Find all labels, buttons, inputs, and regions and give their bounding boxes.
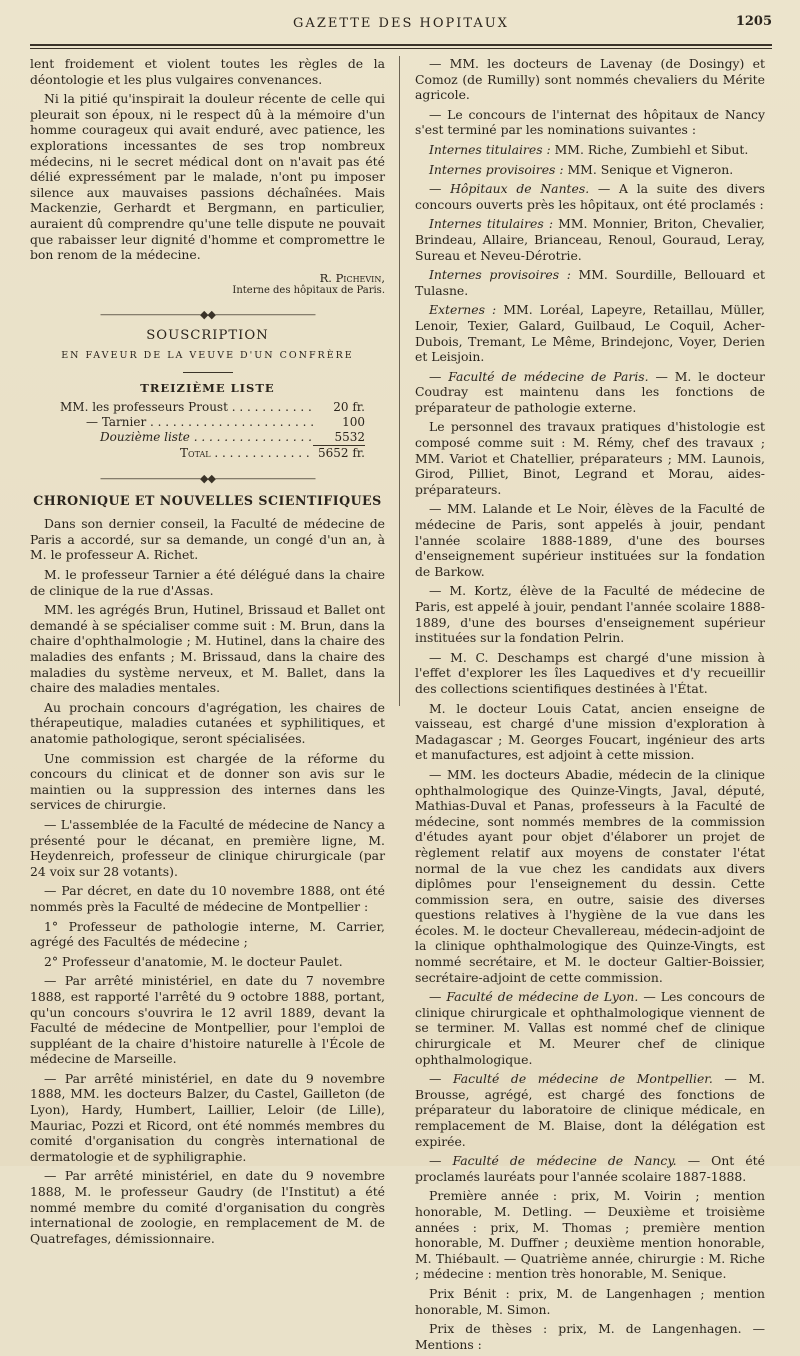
paragraph: — Faculté de médecine de Lyon. — Les concours de clinique chirurgicale et ophthalmologique viennent de se terminer. M. Vallas est nommé chef de clinique chirurgicale et M. Meurer chef de clinique ophthalmologique. (415, 989, 765, 1067)
paragraph: — M. Kortz, élève de la Faculté de médecine de Paris, est appelé à jouir, pendant l'année scolaire 1888-1889, d'une des bourses d'enseignement supérieur instituées sur la fondation Pelrin. (415, 583, 765, 646)
paragraph: — Faculté de médecine de Nancy. — Ont été proclamés lauréats pour l'année scolaire 1887-1888. (415, 1153, 765, 1184)
paragraph: Prix Bénit : prix, M. de Langenhagen ; mention honorable, M. Simon. (415, 1285, 765, 1317)
text: — M. le docteur Coudray est maintenu dans les fonctions de préparateur de pathologie externe. (415, 368, 765, 415)
text: MM. Loréal, Lapeyre, Retaillau, Müller, Lenoir, Texier, Galard, Guilbaud, Le Coquil, Acher-Dubois, Tremant, Le Même, Brindejonc, Voyer, Derien et Leisjoin. (415, 302, 765, 365)
label: Faculté de médecine de Paris. (448, 368, 649, 384)
paragraph: Première année : prix, M. Voirin ; mention honorable, M. Detling. — Deuxième et troisième années : prix, M. Thomas ; première mention honorable, M. Duffner ; deuxième mention honorable, M. Thiébault. — Quatrième année, chirurgie : M. Riche ; médecine : mention très honorable, M. Senique. (415, 1188, 765, 1282)
subscription-row (60, 430, 365, 445)
text: — Les concours de clinique chirurgicale et ophthalmologique viennent de se terminer. M. Vallas est nommé chef de clinique chirurgicale et M. Meurer chef de clinique ophthalmologique. (415, 989, 765, 1067)
right-column (415, 56, 765, 1356)
signature: R. Pichevin, (319, 270, 385, 285)
left-column (30, 56, 385, 1250)
paragraph: Une commission est chargée de la réforme du concours du clinicat et de donner son avis sur le maintien ou la suppression des internes dans les services de chirurgie. (30, 750, 385, 813)
ornamental-rule: ——————————◆◆—————————— (100, 307, 315, 321)
paragraph: — MM. les docteurs de Lavenay (de Dosingy) et Comoz (de Rumilly) sont nommés chevaliers du Mérite agricole. (415, 56, 765, 103)
label: Faculté de médecine de Nancy. (452, 1153, 677, 1169)
paragraph: Le personnel des travaux pratiques d'histologie est composé comme suit : M. Rémy, chef des travaux ; MM. Variot et Chatellier, préparateurs ; MM. Launois, Girod, Pilliet, Binot, Legrand et Morau, aides-préparateurs. (415, 419, 765, 497)
short-rule (183, 372, 233, 373)
paragraph: Au prochain concours d'agrégation, les chaires de thérapeutique, maladies cutanées et syphilitiques, et anatomie pathologique, seront spécialisées. (30, 699, 385, 746)
paragraph: M. le professeur Tarnier a été délégué dans la chaire de clinique de la rue d'Assas. (30, 567, 385, 598)
paragraph: — Hôpitaux de Nantes. — A la suite des divers concours ouverts près les hôpitaux, ont été proclamés : (415, 181, 765, 212)
text: MM. Sourdille, Bellouard et Tulasne. (415, 267, 765, 298)
paragraph: — Par arrêté ministériel, en date du 9 novembre 1888, M. le professeur Gaudry (de l'Institut) a été nommé membre du comité d'organisation du congrès international de zoologie, en remplacement de M. de Quatrefages, démissionnaire. (30, 1168, 385, 1246)
paragraph: — L'assemblée de la Faculté de médecine de Nancy a présenté pour le décanat, en première ligne, M. Heydenreich, professeur de clinique chirurgicale (par 24 voix sur 28 votants). (30, 816, 385, 879)
subscription-row (60, 415, 365, 430)
paragraph: — MM. les docteurs Abadie, médecin de la clinique ophthalmologique des Quinze-Vingts, Javal, député, Mathias-Duval et Panas, professeurs à la Faculté de médecine, sont nommés membres de la commission d'études ayant pour objet d'élaborer un projet de règlement relatif aux moyens de constater l'état normal de la vue chez les candidats aux divers diplômes pour l'enseignement du dessin. Cette commission sera, en outre, saisie des diverses questions relatives à l'hygiène de la vue dans les écoles. M. le docteur Chevallereau, médecin-adjoint de la clinique ophthalmologique des Quinze-Vingts, est nommé secrétaire, et M. le docteur Galtier-Boissier, secrétaire-adjoint de cette commission. (415, 766, 765, 985)
section-subtitle: EN FAVEUR DE LA VEUVE D'UN CONFRÈRE (61, 349, 354, 361)
paragraph: lent froidement et violent toutes les règles de la déontologie et les plus vulgaires convenances. (30, 56, 385, 87)
total-amount: 5652 fr. (317, 446, 365, 461)
paragraph: Prix de thèses : prix, M. de Langenhagen. — Mentions : (415, 1321, 765, 1352)
page-header (30, 14, 772, 40)
running-title: GAZETTE DES HOPITAUX (293, 16, 509, 31)
label: Faculté de médecine de Lyon. (446, 989, 639, 1005)
column-divider (399, 56, 400, 706)
list-title: TREIZIÈME LISTE (140, 380, 275, 395)
text: — M. Brousse, agrégé, est chargé des fonctions de préparateur du laboratoire de clinique médicale, en remplacement de M. Blaise, dont la délégation est expirée. (415, 1071, 765, 1149)
paragraph: — Par arrêté ministériel, en date du 9 novembre 1888, MM. les docteurs Balzer, du Castel, Gailleton (de Lyon), Hardy, Humbert, Laillier, Leloir (de Lille), Mauriac, Pozzi et Ricord, ont été nommés membres du comité d'organisation du congrès international de dermatologie et de syphiligraphie. (30, 1070, 385, 1164)
subscription-list (30, 400, 385, 461)
paragraph: — Faculté de médecine de Montpellier. — M. Brousse, agrégé, est chargé des fonctions de préparateur du laboratoire de clinique médicale, en remplacement de M. Blaise, dont la délégation est expirée. (415, 1071, 765, 1149)
label: Internes titulaires : (429, 141, 551, 157)
text: — A la suite des divers concours ouverts près les hôpitaux, ont été proclamés : (415, 181, 765, 212)
paragraph (415, 142, 765, 158)
subscription-total-row (60, 446, 365, 461)
label: Hôpitaux de Nantes. (450, 181, 590, 197)
subscription-label: — Tarnier . . . (60, 415, 313, 430)
paragraph: 1° Professeur de pathologie interne, M. Carrier, agrégé des Facultés de médecine ; (30, 918, 385, 950)
subscription-label: Douzième liste . . . (60, 430, 313, 445)
label: Faculté de médecine de Montpellier. (452, 1071, 713, 1087)
text: — Ont été proclamés lauréats pour l'année scolaire 1887-1888. (415, 1153, 765, 1184)
paragraph (415, 216, 765, 263)
text: MM. Senique et Vigneron. (563, 161, 734, 177)
text: MM. Riche, Zumbiehl et Sibut. (550, 141, 749, 157)
header-rule (30, 44, 772, 46)
signature-title: Interne des hôpitaux de Paris. (232, 284, 385, 296)
paragraph: 2° Professeur d'anatomie, M. le docteur Paulet. (44, 953, 343, 969)
paragraph: — Faculté de médecine de Paris. — M. le docteur Coudray est maintenu dans les fonctions de préparateur de pathologie externe. (415, 368, 765, 415)
paragraph: — Par arrêté ministériel, en date du 7 novembre 1888, est rapporté l'arrêté du 9 octobre 1888, portant, qu'un concours s'ouvrira le 12 avril 1889, devant la Faculté de médecine de Montpellier, pour l'emploi de suppléant de la chaire d'histoire naturelle à l'École de médecine de Marseille. (30, 973, 385, 1067)
subscription-label: MM. les professeurs Proust . . . (60, 400, 313, 415)
label: Internes provisoires : (429, 161, 564, 177)
paragraph: — Le concours de l'internat des hôpitaux de Nancy s'est terminé par les nominations suivantes : (415, 106, 765, 138)
paragraph: — MM. Lalande et Le Noir, élèves de la Faculté de médecine de Paris, sont appelés à jouir, pendant l'année scolaire 1888-1889, d'une des bourses d'enseignement supérieur instituées sur la fondation de Barkow. (415, 501, 765, 579)
total-label: Total . . . (60, 446, 313, 461)
ornamental-rule: ——————————◆◆—————————— (100, 472, 315, 486)
paragraph: — Par décret, en date du 10 novembre 1888, ont été nommés près la Faculté de médecine de Montpellier : (30, 883, 385, 914)
paragraph: MM. les agrégés Brun, Hutinel, Brissaud et Ballet ont demandé à se spécialiser comme suit : M. Brun, dans la chaire d'ophthalmologie ; M. Hutinel, dans la chaire des maladies des enfants ; M. Brissaud, dans la chaire des maladies du système nerveux, et M. Ballet, dans la chaire des maladies mentales. (30, 602, 385, 696)
label: Internes titulaires : (429, 216, 554, 232)
chronique-title: CHRONIQUE ET NOUVELLES SCIENTIFIQUES (33, 492, 382, 508)
paragraph: M. le docteur Louis Catat, ancien enseigne de vaisseau, est chargé d'une mission d'exploration à Madagascar ; M. Georges Foucart, ingénieur des arts et manufactures, est adjoint à cette mission. (415, 700, 765, 763)
text: MM. Monnier, Briton, Chevalier, Brindeau, Allaire, Brianceau, Renoul, Gouraud, Leray, Sureau et Neveu-Dérotrie. (415, 216, 765, 263)
page-number: 1205 (735, 14, 772, 29)
paragraph: Dans son dernier conseil, la Faculté de médecine de Paris a accordé, sur sa demande, un congé d'un an, à M. le professeur A. Richet. (30, 516, 385, 563)
paragraph (415, 267, 765, 298)
paragraph (415, 302, 765, 364)
paragraph: — M. C. Deschamps est chargé d'une mission à l'effet d'explorer les îles Laquedives et d'y recueillir des collections scientifiques destinées à l'État. (415, 649, 765, 696)
subscription-amount: 5532 (334, 430, 365, 445)
paragraph: Ni la pitié qu'inspirait la douleur récente de celle qui pleurait son époux, ni le respect dû à la mémoire d'un homme courageux qui avait enduré, avec patience, les explorations incessantes de ses trop nombreux médecins, ni le secret médical dont on n'avait pas été délié expressément par le malade, n'ont pu imposer silence aux mauvaises passions déchaînées. Mais Mackenzie, Gerhardt et Bergmann, en particulier, auraient dû comprendre qu'une telle dispute ne pouvait que rabaisser leur dignité d'homme et compromettre le bon renom de la médecine. (30, 91, 385, 263)
subscription-row (60, 400, 365, 415)
subscription-amount: 20 fr. (333, 400, 365, 415)
subscription-amount: 100 (342, 415, 365, 430)
label: Internes provisoires : (429, 267, 571, 283)
paragraph (415, 162, 765, 178)
section-title: SOUSCRIPTION (146, 328, 269, 344)
header-rule-thin (30, 48, 772, 49)
label: Externes : (429, 302, 497, 318)
